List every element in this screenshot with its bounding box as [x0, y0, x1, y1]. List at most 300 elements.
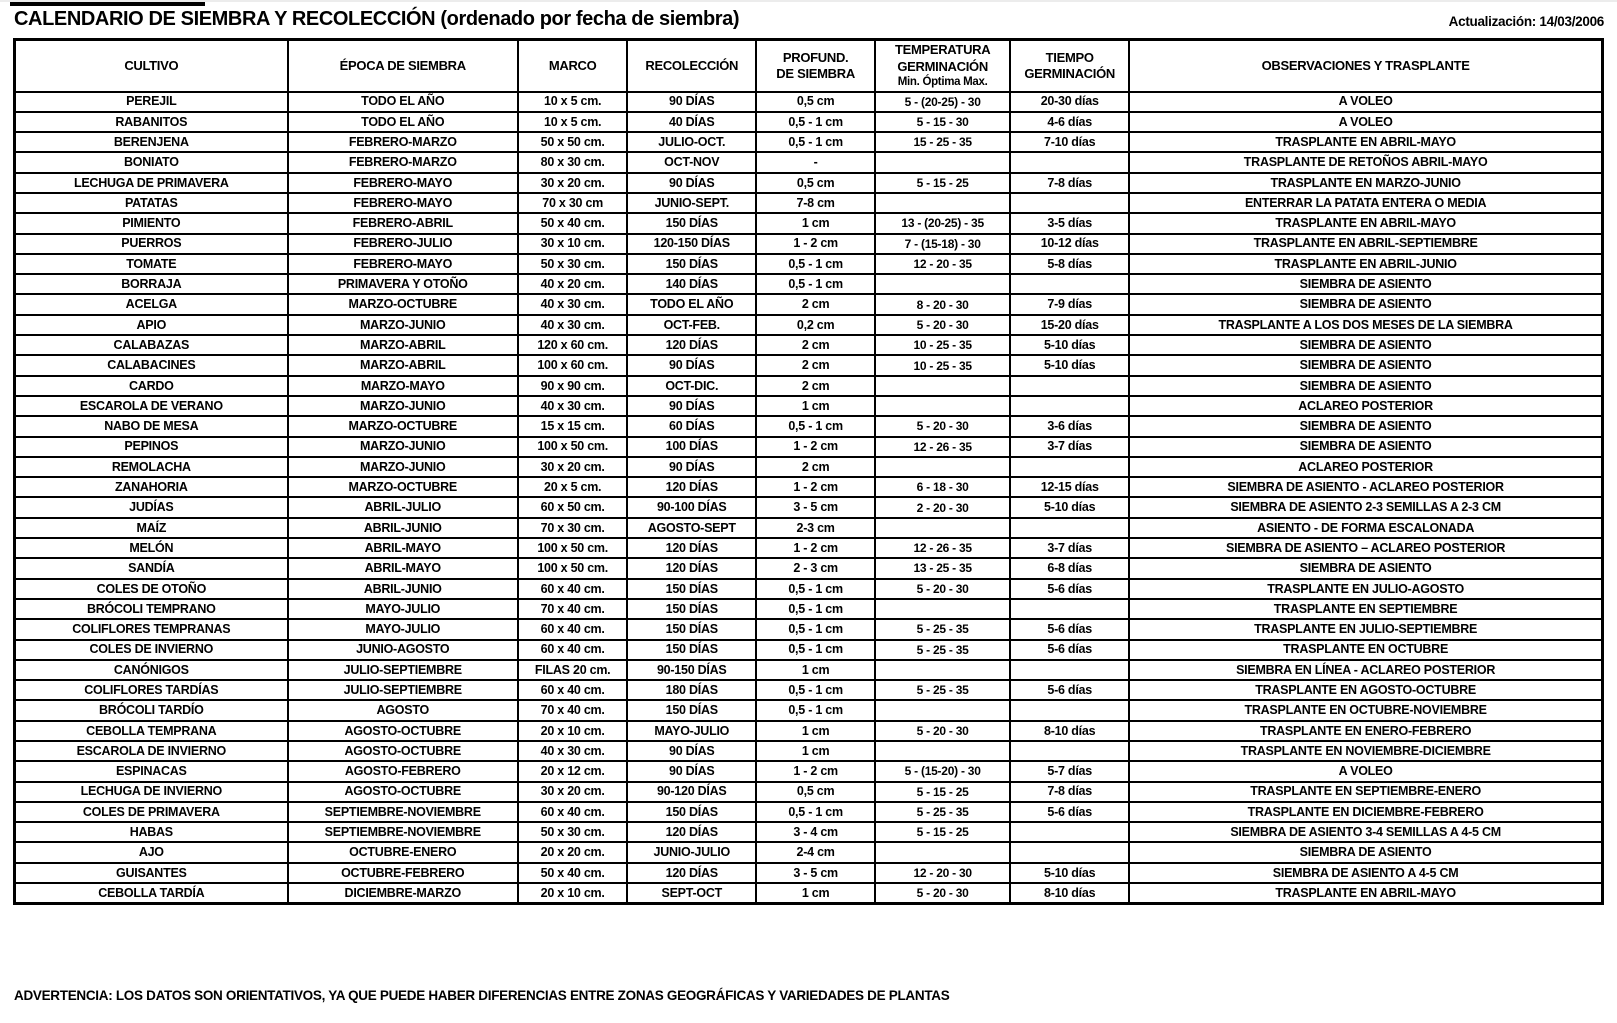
- cell-tiempo-germinacion: [1010, 599, 1129, 619]
- cell-profundidad-siembra: 0,5 cm: [756, 92, 875, 112]
- cell-temperatura-germinacion: [875, 599, 1010, 619]
- cell-epoca-siembra: MARZO-OCTUBRE: [288, 294, 518, 314]
- cell-observaciones: TRASPLANTE EN OCTUBRE: [1129, 640, 1602, 660]
- cell-cultivo: ESCAROLA DE VERANO: [15, 396, 288, 416]
- cell-observaciones: ASIENTO - DE FORMA ESCALONADA: [1129, 518, 1602, 538]
- cell-temperatura-germinacion: 5 - 15 - 30: [875, 112, 1010, 132]
- update-date-label: Actualización: 14/03/2006: [1448, 14, 1604, 29]
- cell-epoca-siembra: FEBRERO-MAYO: [288, 173, 518, 193]
- col-header-observaciones: OBSERVACIONES Y TRASPLANTE: [1129, 40, 1602, 92]
- cell-cultivo: CARDO: [15, 376, 288, 396]
- cell-temperatura-germinacion: 5 - 20 - 30: [875, 315, 1010, 335]
- cell-observaciones: SIEMBRA DE ASIENTO: [1129, 335, 1602, 355]
- cell-recoleccion: JUNIO-SEPT.: [627, 193, 756, 213]
- cell-recoleccion: 180 DÍAS: [627, 680, 756, 700]
- crop-row: [15, 640, 1603, 660]
- cell-temperatura-germinacion: 5 - 20 - 30: [875, 883, 1010, 903]
- page-title: CALENDARIO DE SIEMBRA Y RECOLECCIÓN (ordenado por fecha de siembra): [14, 8, 740, 30]
- cell-epoca-siembra: AGOSTO-OCTUBRE: [288, 721, 518, 741]
- crop-row: [15, 497, 1603, 517]
- crop-row: [15, 376, 1603, 396]
- cell-observaciones: ACLAREO POSTERIOR: [1129, 396, 1602, 416]
- cell-profundidad-siembra: 0,5 - 1 cm: [756, 579, 875, 599]
- cell-recoleccion: AGOSTO-SEPT: [627, 518, 756, 538]
- cell-tiempo-germinacion: 5-10 días: [1010, 335, 1129, 355]
- cell-epoca-siembra: FEBRERO-MAYO: [288, 193, 518, 213]
- cell-marco: 70 x 40 cm.: [518, 599, 628, 619]
- cell-epoca-siembra: MAYO-JULIO: [288, 599, 518, 619]
- cell-temperatura-germinacion: 12 - 20 - 30: [875, 863, 1010, 883]
- crop-row: [15, 883, 1603, 903]
- cell-observaciones: TRASPLANTE EN ENERO-FEBRERO: [1129, 721, 1602, 741]
- cell-epoca-siembra: MARZO-JUNIO: [288, 437, 518, 457]
- cell-epoca-siembra: TODO EL AÑO: [288, 92, 518, 112]
- crop-row: [15, 660, 1603, 680]
- cell-profundidad-siembra: 0,5 - 1 cm: [756, 680, 875, 700]
- cell-temperatura-germinacion: 8 - 20 - 30: [875, 294, 1010, 314]
- cell-recoleccion: JUNIO-JULIO: [627, 842, 756, 862]
- crop-row: [15, 112, 1603, 132]
- cell-profundidad-siembra: 1 - 2 cm: [756, 538, 875, 558]
- cell-marco: 20 x 10 cm.: [518, 883, 628, 903]
- footer-warning: ADVERTENCIA: LOS DATOS SON ORIENTATIVOS, YA QUE PUEDE HABER DIFERENCIAS ENTRE ZONAS GEOGRÁFICAS Y VARIEDADES DE PLANTAS: [14, 988, 950, 1003]
- cell-cultivo: COLIFLORES TEMPRANAS: [15, 619, 288, 639]
- cell-marco: 100 x 50 cm.: [518, 558, 628, 578]
- cell-profundidad-siembra: 0,5 - 1 cm: [756, 274, 875, 294]
- cell-recoleccion: 120 DÍAS: [627, 822, 756, 842]
- cell-cultivo: BERENJENA: [15, 132, 288, 152]
- crop-row: [15, 335, 1603, 355]
- cell-recoleccion: 140 DÍAS: [627, 274, 756, 294]
- cell-epoca-siembra: ABRIL-JULIO: [288, 497, 518, 517]
- cell-recoleccion: 40 DÍAS: [627, 112, 756, 132]
- cell-profundidad-siembra: 0,5 cm: [756, 173, 875, 193]
- cell-recoleccion: 60 DÍAS: [627, 416, 756, 436]
- cell-marco: 30 x 10 cm.: [518, 234, 628, 254]
- cell-marco: 50 x 40 cm.: [518, 863, 628, 883]
- cell-tiempo-germinacion: 6-8 días: [1010, 558, 1129, 578]
- cell-tiempo-germinacion: 15-20 días: [1010, 315, 1129, 335]
- crop-row: [15, 416, 1603, 436]
- cell-recoleccion: 150 DÍAS: [627, 640, 756, 660]
- cell-tiempo-germinacion: [1010, 457, 1129, 477]
- cell-temperatura-germinacion: [875, 518, 1010, 538]
- col-header-profundidad-line2: DE SIEMBRA: [776, 65, 855, 81]
- cell-profundidad-siembra: 1 cm: [756, 741, 875, 761]
- cell-tiempo-germinacion: 5-6 días: [1010, 802, 1129, 822]
- cell-cultivo: ZANAHORIA: [15, 477, 288, 497]
- cell-cultivo: LECHUGA DE PRIMAVERA: [15, 173, 288, 193]
- cell-epoca-siembra: MARZO-JUNIO: [288, 315, 518, 335]
- cell-cultivo: BONIATO: [15, 152, 288, 172]
- cell-temperatura-germinacion: 5 - (20-25) - 30: [875, 92, 1010, 112]
- cell-epoca-siembra: AGOSTO: [288, 700, 518, 720]
- crop-row: [15, 477, 1603, 497]
- cell-temperatura-germinacion: 5 - 25 - 35: [875, 640, 1010, 660]
- cell-temperatura-germinacion: 10 - 25 - 35: [875, 335, 1010, 355]
- cell-marco: 120 x 60 cm.: [518, 335, 628, 355]
- cell-profundidad-siembra: 2 cm: [756, 457, 875, 477]
- cell-epoca-siembra: OCTUBRE-FEBRERO: [288, 863, 518, 883]
- cell-tiempo-germinacion: [1010, 274, 1129, 294]
- cell-cultivo: CANÓNIGOS: [15, 660, 288, 680]
- cell-cultivo: AJO: [15, 842, 288, 862]
- cell-marco: 30 x 20 cm.: [518, 782, 628, 802]
- cell-recoleccion: 90 DÍAS: [627, 92, 756, 112]
- cell-epoca-siembra: TODO EL AÑO: [288, 112, 518, 132]
- cell-temperatura-germinacion: 5 - 25 - 35: [875, 680, 1010, 700]
- cell-profundidad-siembra: 2-4 cm: [756, 842, 875, 862]
- cell-marco: 70 x 40 cm.: [518, 700, 628, 720]
- cell-recoleccion: 90-120 DÍAS: [627, 782, 756, 802]
- cell-temperatura-germinacion: [875, 842, 1010, 862]
- cell-profundidad-siembra: 0,5 - 1 cm: [756, 802, 875, 822]
- crop-row: [15, 437, 1603, 457]
- crop-row: [15, 92, 1603, 112]
- cell-temperatura-germinacion: 13 - (20-25) - 35: [875, 213, 1010, 233]
- cell-epoca-siembra: ABRIL-MAYO: [288, 558, 518, 578]
- cell-observaciones: A VOLEO: [1129, 92, 1602, 112]
- table-header-row: [15, 40, 1603, 92]
- cell-observaciones: SIEMBRA DE ASIENTO: [1129, 274, 1602, 294]
- cell-epoca-siembra: MARZO-ABRIL: [288, 355, 518, 375]
- cell-epoca-siembra: OCTUBRE-ENERO: [288, 842, 518, 862]
- cell-marco: 100 x 60 cm.: [518, 355, 628, 375]
- crop-row: [15, 213, 1603, 233]
- cell-recoleccion: 90 DÍAS: [627, 396, 756, 416]
- cell-epoca-siembra: PRIMAVERA Y OTOÑO: [288, 274, 518, 294]
- table-body: [15, 92, 1603, 904]
- crop-row: [15, 842, 1603, 862]
- cell-tiempo-germinacion: [1010, 660, 1129, 680]
- cell-observaciones: A VOLEO: [1129, 761, 1602, 781]
- cell-observaciones: SIEMBRA DE ASIENTO: [1129, 294, 1602, 314]
- cell-profundidad-siembra: 1 - 2 cm: [756, 761, 875, 781]
- cell-temperatura-germinacion: 5 - 25 - 35: [875, 619, 1010, 639]
- cell-tiempo-germinacion: [1010, 842, 1129, 862]
- cell-cultivo: BRÓCOLI TEMPRANO: [15, 599, 288, 619]
- cell-temperatura-germinacion: [875, 152, 1010, 172]
- cell-profundidad-siembra: 0,5 - 1 cm: [756, 599, 875, 619]
- cell-marco: 20 x 5 cm.: [518, 477, 628, 497]
- cell-epoca-siembra: FEBRERO-MAYO: [288, 254, 518, 274]
- cell-marco: 100 x 50 cm.: [518, 437, 628, 457]
- cell-cultivo: APIO: [15, 315, 288, 335]
- cell-cultivo: NABO DE MESA: [15, 416, 288, 436]
- crop-row: [15, 457, 1603, 477]
- cell-profundidad-siembra: 2 - 3 cm: [756, 558, 875, 578]
- cell-marco: 70 x 30 cm.: [518, 518, 628, 538]
- cell-tiempo-germinacion: 5-10 días: [1010, 497, 1129, 517]
- cell-observaciones: TRASPLANTE EN ABRIL-SEPTIEMBRE: [1129, 234, 1602, 254]
- crop-row: [15, 721, 1603, 741]
- cell-marco: 80 x 30 cm.: [518, 152, 628, 172]
- crop-row: [15, 315, 1603, 335]
- cell-profundidad-siembra: 2-3 cm: [756, 518, 875, 538]
- crop-row: [15, 863, 1603, 883]
- cell-cultivo: ACELGA: [15, 294, 288, 314]
- cell-observaciones: TRASPLANTE EN JULIO-SEPTIEMBRE: [1129, 619, 1602, 639]
- cell-observaciones: SIEMBRA DE ASIENTO: [1129, 376, 1602, 396]
- planting-calendar-table: [13, 38, 1604, 905]
- cell-marco: 90 x 90 cm.: [518, 376, 628, 396]
- cell-marco: 50 x 30 cm.: [518, 254, 628, 274]
- col-header-tiempo-line1: TIEMPO: [1045, 49, 1094, 65]
- crop-row: [15, 579, 1603, 599]
- cell-epoca-siembra: SEPTIEMBRE-NOVIEMBRE: [288, 822, 518, 842]
- cell-tiempo-germinacion: [1010, 741, 1129, 761]
- cell-marco: 20 x 20 cm.: [518, 842, 628, 862]
- title-bar: [14, 8, 1604, 31]
- cell-recoleccion: 120 DÍAS: [627, 558, 756, 578]
- cell-cultivo: MAÍZ: [15, 518, 288, 538]
- cell-marco: 60 x 40 cm.: [518, 619, 628, 639]
- cell-cultivo: BORRAJA: [15, 274, 288, 294]
- cell-recoleccion: 150 DÍAS: [627, 802, 756, 822]
- cell-marco: 50 x 30 cm.: [518, 822, 628, 842]
- col-header-temperatura-note: Min. Óptima Max.: [897, 75, 988, 88]
- cell-recoleccion: 90-100 DÍAS: [627, 497, 756, 517]
- cell-profundidad-siembra: 0,5 - 1 cm: [756, 640, 875, 660]
- cell-epoca-siembra: FEBRERO-JULIO: [288, 234, 518, 254]
- cell-observaciones: A VOLEO: [1129, 112, 1602, 132]
- cell-tiempo-germinacion: 5-10 días: [1010, 863, 1129, 883]
- cell-profundidad-siembra: 2 cm: [756, 376, 875, 396]
- cell-observaciones: TRASPLANTE EN DICIEMBRE-FEBRERO: [1129, 802, 1602, 822]
- cell-recoleccion: 120 DÍAS: [627, 335, 756, 355]
- cell-marco: FILAS 20 cm.: [518, 660, 628, 680]
- cell-tiempo-germinacion: 3-7 días: [1010, 538, 1129, 558]
- cell-observaciones: TRASPLANTE EN AGOSTO-OCTUBRE: [1129, 680, 1602, 700]
- cell-epoca-siembra: FEBRERO-ABRIL: [288, 213, 518, 233]
- col-header-tiempo: [1010, 40, 1129, 92]
- cell-cultivo: PUERROS: [15, 234, 288, 254]
- crop-row: [15, 802, 1603, 822]
- cell-tiempo-germinacion: 5-8 días: [1010, 254, 1129, 274]
- cell-temperatura-germinacion: 2 - 20 - 30: [875, 497, 1010, 517]
- crop-row: [15, 152, 1603, 172]
- cell-marco: 60 x 40 cm.: [518, 640, 628, 660]
- cell-recoleccion: JULIO-OCT.: [627, 132, 756, 152]
- cell-observaciones: SIEMBRA DE ASIENTO - ACLAREO POSTERIOR: [1129, 477, 1602, 497]
- cell-profundidad-siembra: 1 cm: [756, 396, 875, 416]
- cell-profundidad-siembra: 1 cm: [756, 213, 875, 233]
- crop-row: [15, 822, 1603, 842]
- cell-tiempo-germinacion: [1010, 193, 1129, 213]
- crop-row: [15, 700, 1603, 720]
- crop-row: [15, 173, 1603, 193]
- cell-temperatura-germinacion: 5 - 15 - 25: [875, 173, 1010, 193]
- cell-recoleccion: 120 DÍAS: [627, 477, 756, 497]
- cell-profundidad-siembra: 3 - 5 cm: [756, 497, 875, 517]
- cell-marco: 70 x 30 cm: [518, 193, 628, 213]
- cell-cultivo: MELÓN: [15, 538, 288, 558]
- cell-observaciones: SIEMBRA DE ASIENTO: [1129, 842, 1602, 862]
- cell-temperatura-germinacion: 12 - 26 - 35: [875, 437, 1010, 457]
- col-header-temperatura-line1: TEMPERATURA: [894, 42, 991, 58]
- cell-temperatura-germinacion: 5 - 20 - 30: [875, 579, 1010, 599]
- cell-profundidad-siembra: 1 cm: [756, 883, 875, 903]
- cell-cultivo: BRÓCOLI TARDÍO: [15, 700, 288, 720]
- cell-observaciones: SIEMBRA DE ASIENTO 2-3 SEMILLAS A 2-3 CM: [1129, 497, 1602, 517]
- crop-row: [15, 741, 1603, 761]
- col-header-temperatura: [875, 40, 1010, 92]
- top-left-scan-artifact: [10, 2, 205, 6]
- cell-epoca-siembra: ABRIL-JUNIO: [288, 518, 518, 538]
- cell-temperatura-germinacion: 5 - 20 - 30: [875, 416, 1010, 436]
- cell-temperatura-germinacion: 10 - 25 - 35: [875, 355, 1010, 375]
- cell-epoca-siembra: AGOSTO-FEBRERO: [288, 761, 518, 781]
- cell-epoca-siembra: MAYO-JULIO: [288, 619, 518, 639]
- cell-tiempo-germinacion: [1010, 152, 1129, 172]
- cell-cultivo: JUDÍAS: [15, 497, 288, 517]
- cell-profundidad-siembra: 3 - 5 cm: [756, 863, 875, 883]
- cell-marco: 20 x 10 cm.: [518, 721, 628, 741]
- cell-epoca-siembra: MARZO-OCTUBRE: [288, 477, 518, 497]
- cell-tiempo-germinacion: 7-9 días: [1010, 294, 1129, 314]
- cell-epoca-siembra: SEPTIEMBRE-NOVIEMBRE: [288, 802, 518, 822]
- cell-epoca-siembra: JUNIO-AGOSTO: [288, 640, 518, 660]
- cell-recoleccion: 90 DÍAS: [627, 173, 756, 193]
- cell-epoca-siembra: MARZO-ABRIL: [288, 335, 518, 355]
- cell-marco: 100 x 50 cm.: [518, 538, 628, 558]
- crop-row: [15, 680, 1603, 700]
- cell-tiempo-germinacion: 7-8 días: [1010, 782, 1129, 802]
- cell-temperatura-germinacion: 5 - (15-20) - 30: [875, 761, 1010, 781]
- cell-observaciones: SIEMBRA DE ASIENTO A 4-5 CM: [1129, 863, 1602, 883]
- cell-epoca-siembra: FEBRERO-MARZO: [288, 132, 518, 152]
- cell-recoleccion: 120-150 DÍAS: [627, 234, 756, 254]
- cell-marco: 40 x 20 cm.: [518, 274, 628, 294]
- cell-recoleccion: 150 DÍAS: [627, 579, 756, 599]
- cell-temperatura-germinacion: [875, 193, 1010, 213]
- cell-epoca-siembra: MARZO-JUNIO: [288, 396, 518, 416]
- cell-marco: 60 x 40 cm.: [518, 579, 628, 599]
- cell-tiempo-germinacion: 12-15 días: [1010, 477, 1129, 497]
- cell-recoleccion: 90 DÍAS: [627, 355, 756, 375]
- cell-observaciones: SIEMBRA DE ASIENTO – ACLAREO POSTERIOR: [1129, 538, 1602, 558]
- cell-cultivo: COLES DE PRIMAVERA: [15, 802, 288, 822]
- cell-observaciones: TRASPLANTE EN ABRIL-MAYO: [1129, 132, 1602, 152]
- cell-recoleccion: 150 DÍAS: [627, 213, 756, 233]
- cell-profundidad-siembra: 3 - 4 cm: [756, 822, 875, 842]
- cell-recoleccion: SEPT-OCT: [627, 883, 756, 903]
- cell-temperatura-germinacion: 7 - (15-18) - 30: [875, 234, 1010, 254]
- cell-temperatura-germinacion: 12 - 20 - 35: [875, 254, 1010, 274]
- cell-epoca-siembra: AGOSTO-OCTUBRE: [288, 782, 518, 802]
- cell-tiempo-germinacion: 20-30 días: [1010, 92, 1129, 112]
- cell-profundidad-siembra: 0,5 - 1 cm: [756, 416, 875, 436]
- cell-temperatura-germinacion: [875, 660, 1010, 680]
- crop-row: [15, 274, 1603, 294]
- cell-epoca-siembra: FEBRERO-MARZO: [288, 152, 518, 172]
- cell-profundidad-siembra: 2 cm: [756, 355, 875, 375]
- cell-observaciones: TRASPLANTE EN MARZO-JUNIO: [1129, 173, 1602, 193]
- col-header-profundidad: [756, 40, 875, 92]
- cell-cultivo: SANDÍA: [15, 558, 288, 578]
- cell-recoleccion: 120 DÍAS: [627, 538, 756, 558]
- cell-tiempo-germinacion: 8-10 días: [1010, 883, 1129, 903]
- cell-temperatura-germinacion: [875, 457, 1010, 477]
- cell-profundidad-siembra: -: [756, 152, 875, 172]
- cell-tiempo-germinacion: 3-5 días: [1010, 213, 1129, 233]
- cell-marco: 10 x 5 cm.: [518, 112, 628, 132]
- crop-row: [15, 599, 1603, 619]
- cell-cultivo: REMOLACHA: [15, 457, 288, 477]
- cell-observaciones: ENTERRAR LA PATATA ENTERA O MEDIA: [1129, 193, 1602, 213]
- cell-epoca-siembra: DICIEMBRE-MARZO: [288, 883, 518, 903]
- cell-observaciones: TRASPLANTE A LOS DOS MESES DE LA SIEMBRA: [1129, 315, 1602, 335]
- col-header-profundidad-line1: PROFUND.: [782, 49, 849, 65]
- cell-cultivo: HABAS: [15, 822, 288, 842]
- cell-cultivo: COLIFLORES TARDÍAS: [15, 680, 288, 700]
- cell-profundidad-siembra: 1 cm: [756, 660, 875, 680]
- cell-profundidad-siembra: 1 - 2 cm: [756, 477, 875, 497]
- cell-recoleccion: 100 DÍAS: [627, 437, 756, 457]
- crop-row: [15, 294, 1603, 314]
- cell-tiempo-germinacion: 4-6 días: [1010, 112, 1129, 132]
- cell-observaciones: SIEMBRA DE ASIENTO: [1129, 437, 1602, 457]
- crop-row: [15, 132, 1603, 152]
- cell-observaciones: TRASPLANTE EN OCTUBRE-NOVIEMBRE: [1129, 700, 1602, 720]
- cell-tiempo-germinacion: 5-6 días: [1010, 619, 1129, 639]
- cell-temperatura-germinacion: 15 - 25 - 35: [875, 132, 1010, 152]
- cell-tiempo-germinacion: [1010, 518, 1129, 538]
- cell-temperatura-germinacion: 6 - 18 - 30: [875, 477, 1010, 497]
- cell-profundidad-siembra: 0,2 cm: [756, 315, 875, 335]
- cell-cultivo: ESPINACAS: [15, 761, 288, 781]
- crop-row: [15, 234, 1603, 254]
- cell-recoleccion: 150 DÍAS: [627, 599, 756, 619]
- cell-observaciones: TRASPLANTE DE RETOÑOS ABRIL-MAYO: [1129, 152, 1602, 172]
- cell-observaciones: TRASPLANTE EN SEPTIEMBRE-ENERO: [1129, 782, 1602, 802]
- cell-temperatura-germinacion: 5 - 20 - 30: [875, 721, 1010, 741]
- cell-recoleccion: 90 DÍAS: [627, 741, 756, 761]
- cell-profundidad-siembra: 1 - 2 cm: [756, 234, 875, 254]
- cell-profundidad-siembra: 0,5 - 1 cm: [756, 132, 875, 152]
- crop-row: [15, 518, 1603, 538]
- cell-observaciones: TRASPLANTE EN SEPTIEMBRE: [1129, 599, 1602, 619]
- cell-recoleccion: TODO EL AÑO: [627, 294, 756, 314]
- cell-profundidad-siembra: 2 cm: [756, 335, 875, 355]
- cell-profundidad-siembra: 1 - 2 cm: [756, 437, 875, 457]
- col-header-marco: MARCO: [518, 40, 628, 92]
- cell-tiempo-germinacion: [1010, 376, 1129, 396]
- cell-observaciones: SIEMBRA EN LÍNEA - ACLAREO POSTERIOR: [1129, 660, 1602, 680]
- cell-cultivo: CEBOLLA TARDÍA: [15, 883, 288, 903]
- cell-observaciones: TRASPLANTE EN NOVIEMBRE-DICIEMBRE: [1129, 741, 1602, 761]
- cell-epoca-siembra: JULIO-SEPTIEMBRE: [288, 680, 518, 700]
- cell-recoleccion: MAYO-JULIO: [627, 721, 756, 741]
- cell-cultivo: TOMATE: [15, 254, 288, 274]
- cell-tiempo-germinacion: 7-8 días: [1010, 173, 1129, 193]
- cell-temperatura-germinacion: [875, 274, 1010, 294]
- cell-temperatura-germinacion: 13 - 25 - 35: [875, 558, 1010, 578]
- cell-cultivo: CEBOLLA TEMPRANA: [15, 721, 288, 741]
- cell-marco: 10 x 5 cm.: [518, 92, 628, 112]
- cell-observaciones: TRASPLANTE EN ABRIL-MAYO: [1129, 213, 1602, 233]
- cell-cultivo: CALABAZAS: [15, 335, 288, 355]
- cell-marco: 50 x 50 cm.: [518, 132, 628, 152]
- cell-tiempo-germinacion: 3-6 días: [1010, 416, 1129, 436]
- col-header-cultivo: CULTIVO: [15, 40, 288, 92]
- cell-temperatura-germinacion: 5 - 15 - 25: [875, 822, 1010, 842]
- cell-epoca-siembra: JULIO-SEPTIEMBRE: [288, 660, 518, 680]
- cell-observaciones: SIEMBRA DE ASIENTO 3-4 SEMILLAS A 4-5 CM: [1129, 822, 1602, 842]
- cell-tiempo-germinacion: 7-10 días: [1010, 132, 1129, 152]
- cell-cultivo: COLES DE INVIERNO: [15, 640, 288, 660]
- crop-row: [15, 761, 1603, 781]
